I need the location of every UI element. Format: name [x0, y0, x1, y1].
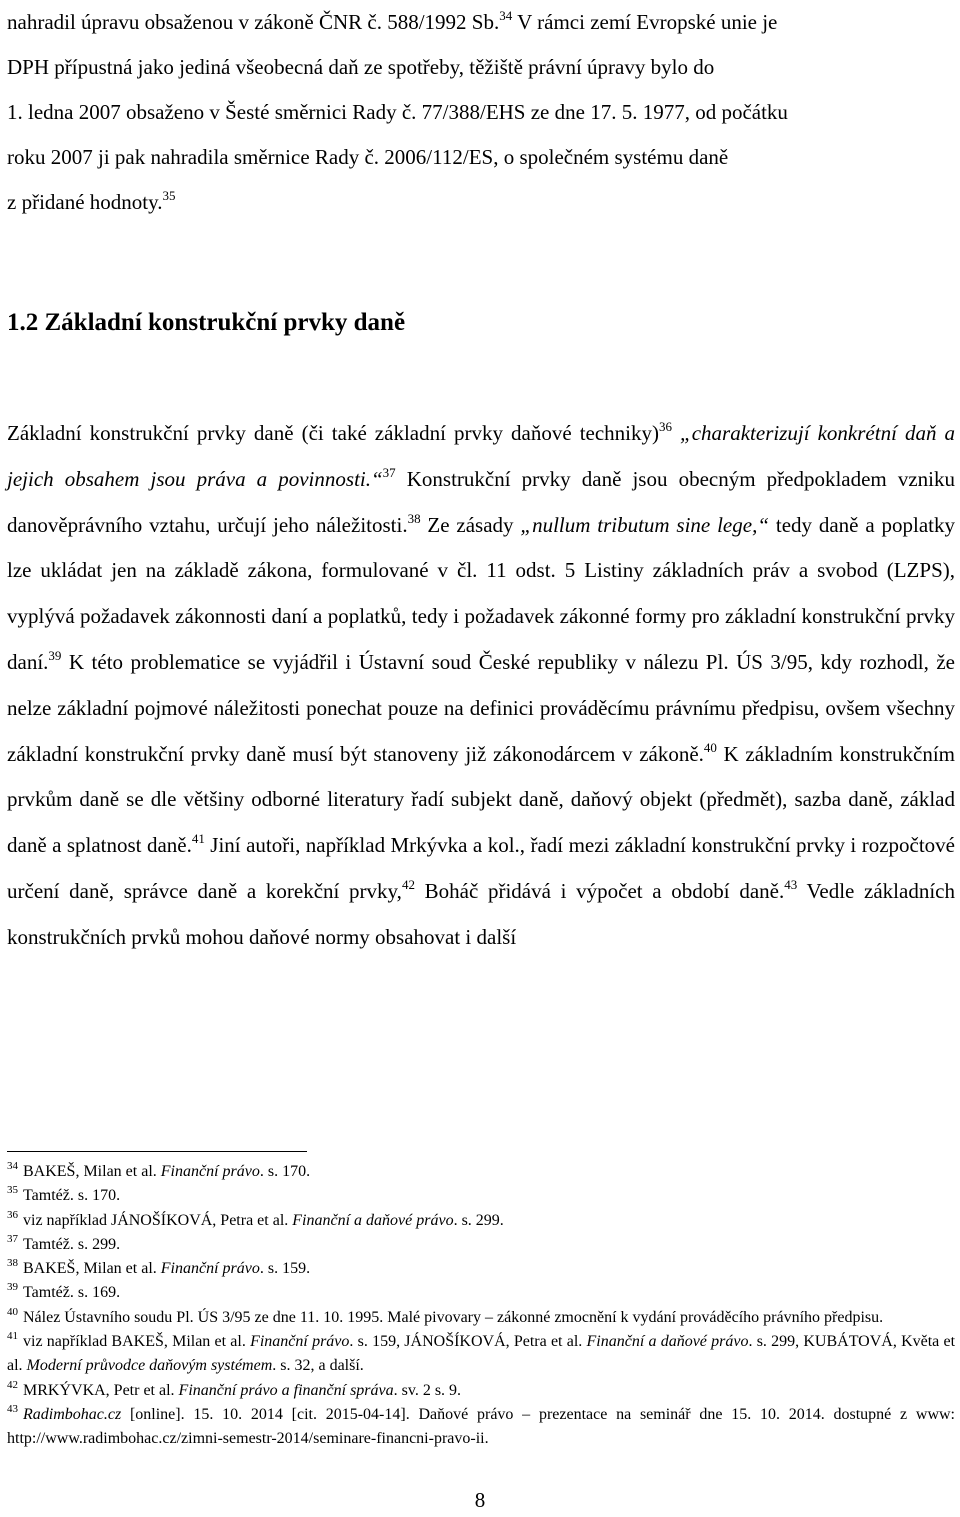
footnote-text: BAKEŠ, Milan et al.	[23, 1163, 161, 1180]
intro-line-2: DPH přípustná jako jediná všeobecná daň ze spotřeby, těžiště právní úpravy bylo do	[7, 55, 715, 79]
footnote-43	[7, 1403, 955, 1452]
footnote-text: . s. 170.	[259, 1163, 311, 1180]
footnote-text: BAKEŠ, Milan et al.	[23, 1260, 161, 1278]
footnote-42	[7, 1379, 955, 1403]
footnote-title: Finanční právo	[250, 1333, 350, 1351]
footnote-text: . s. 299.	[453, 1211, 504, 1229]
footnote-35	[7, 1184, 955, 1208]
footnote-ref-42[interactable]: 42	[401, 876, 415, 892]
footnote-text: . s. 32, a další.	[272, 1357, 364, 1375]
intro-line-4: roku 2007 ji pak nahradila směrnice Rady č. 2006/112/ES, o společném systému daně	[7, 145, 729, 169]
footnote-text: Tamtéž. s. 169.	[23, 1284, 121, 1302]
quote-definition: „charakterizují konkrétní daň a jejich obsahem jsou práva a povinnosti.“	[7, 421, 955, 491]
footnote-text: viz například JÁNOŠÍKOVÁ, Petra et al.	[23, 1211, 293, 1229]
footnote-39	[7, 1281, 955, 1305]
footnote-number: 42	[7, 1378, 18, 1391]
main-text-2: Konstrukční prvky daně jsou obecným předpokladem vzniku danověprávního vztahu, určují jeho náležitosti.	[7, 466, 956, 537]
main-text-7: Jiní autoři, například Mrkývka a kol., řadí mezi základní konstrukční prvky i rozpočtové určení daně, správce daně a korekční prvky,	[7, 833, 955, 903]
main-text-4: tedy daně a poplatky lze ukládat jen na základě zákona, formulované v čl. 11 odst. 5 Listiny základních práv a svobod (LZPS), vyplývá požadavek zákonnosti daní a poplatků, tedy i požadavek zákonné formy pro základní konstrukční prvky daní.	[7, 512, 955, 674]
footnote-title: Moderní průvodce daňovým systémem	[26, 1357, 273, 1375]
footnote-text: . sv. 2 s. 9.	[393, 1381, 462, 1399]
footnote-title: Finanční a daňové právo	[586, 1333, 749, 1351]
intro-text-5: z přidané hodnoty.	[7, 190, 163, 214]
footnote-title: Finanční právo a finanční správa	[178, 1381, 394, 1399]
footnote-41	[7, 1330, 955, 1379]
footnote-ref-34[interactable]: 34	[499, 8, 513, 23]
footnote-text: . s. 159.	[259, 1260, 311, 1278]
footnote-number: 41	[7, 1330, 18, 1343]
footnote-number: 43	[7, 1402, 18, 1415]
footnote-ref-41[interactable]: 41	[191, 831, 205, 847]
footnote-34	[7, 1160, 955, 1184]
page-number: 8	[474, 1488, 486, 1512]
intro-line-1	[7, 0, 955, 45]
footnote-number: 38	[7, 1257, 18, 1270]
footnote-text: viz například BAKEŠ, Milan et al.	[23, 1333, 251, 1351]
intro-line-3: 1. ledna 2007 obsaženo v Šesté směrnici Rady č. 77/388/EHS ze dne 17. 5. 1977, od počátku	[7, 100, 788, 124]
main-text-1: Základní konstrukční prvky daně (či také základní prvky daňové techniky)	[7, 421, 660, 445]
section-heading: 1.2 Základní konstrukční prvky daně	[7, 309, 406, 336]
main-text-6: K základním konstrukčním prvkům daně se dle většiny odborné literatury řadí subjekt daně, daňový objekt (předmět), sazba daně, základ daně a splatnost daně.	[7, 741, 955, 858]
footnote-text: . s. 159, JÁNOŠÍKOVÁ, Petra et al.	[349, 1333, 587, 1351]
main-paragraph	[7, 411, 955, 961]
footnote-ref-43[interactable]: 43	[784, 876, 798, 892]
footnote-text: Tamtéž. s. 170.	[23, 1187, 121, 1205]
main-text-9: Vedle základních konstrukčních prvků mohou daňové normy obsahovat i další	[7, 878, 955, 949]
footnote-number: 37	[7, 1232, 18, 1245]
footnote-divider	[7, 1151, 307, 1152]
footnote-number: 36	[7, 1208, 18, 1221]
quote-maxim: „nullum tributum sine lege,“	[520, 512, 770, 537]
footnote-38	[7, 1257, 955, 1281]
main-text-3: Ze zásady	[420, 512, 521, 537]
main-text-5: K této problematice se vyjádřil i Ústavní soud České republiky v nálezu Pl. ÚS 3/95, kdy rozhodl, že nelze základní pojmové náležitosti ponechat pouze na definici prováděcímu právnímu předpisu, ovšem všechny základní konstrukční prvky daně musí být stanoveny již zákonodárcem v zákoně.	[7, 649, 955, 766]
footnote-number: 39	[7, 1281, 18, 1294]
footnote-ref-40[interactable]: 40	[703, 739, 717, 755]
footnote-text: . s. 299, KUBÁTOVÁ, Květa et al.	[7, 1333, 956, 1375]
intro-text-1b: V rámci zemí Evropské unie je	[512, 10, 778, 34]
footnote-36	[7, 1209, 955, 1233]
footnote-number: 40	[7, 1305, 18, 1318]
footnote-title: Finanční právo	[160, 1163, 260, 1180]
footnote-title: Finanční právo	[160, 1260, 260, 1278]
footnote-37	[7, 1233, 955, 1257]
footnote-title: Radimbohac.cz	[23, 1405, 122, 1423]
footnote-ref-35[interactable]: 35	[162, 188, 176, 203]
footnote-number: 35	[7, 1184, 18, 1197]
footnote-ref-38[interactable]: 38	[407, 510, 421, 526]
footnote-text: Tamtéž. s. 299.	[23, 1235, 121, 1253]
footnote-text: Nález Ústavního soudu Pl. ÚS 3/95 ze dne 11. 10. 1995. Malé pivovary – zákonné zmocnění k vydání prováděcího právního předpisu.	[23, 1308, 884, 1326]
footnote-number: 34	[7, 1160, 18, 1172]
footnote-ref-37[interactable]: 37	[382, 464, 396, 480]
main-text-8: Boháč přidává i výpočet a období daně.	[414, 878, 785, 903]
footnote-text: [online]. 15. 10. 2014 [cit. 2015-04-14]. Daňové právo – prezentace na seminář dne 15. 10. 2014. dostupné z www: http://www.radimbohac.cz/zimni-semestr-2014/seminare-financni-pravo-ii.	[7, 1405, 955, 1448]
intro-text-1: nahradil úpravu obsaženou v zákoně ČNR č. 588/1992 Sb.	[7, 10, 500, 34]
intro-paragraph	[7, 0, 955, 225]
footnote-text: MRKÝVKA, Petr et al.	[23, 1381, 179, 1399]
intro-line-5	[7, 180, 955, 225]
footnote-title: Finanční a daňové právo	[292, 1211, 454, 1229]
footnotes	[7, 1160, 955, 1452]
footnote-ref-36[interactable]: 36	[659, 419, 673, 434]
footnote-40	[7, 1306, 955, 1330]
footnote-ref-39[interactable]: 39	[48, 647, 62, 663]
